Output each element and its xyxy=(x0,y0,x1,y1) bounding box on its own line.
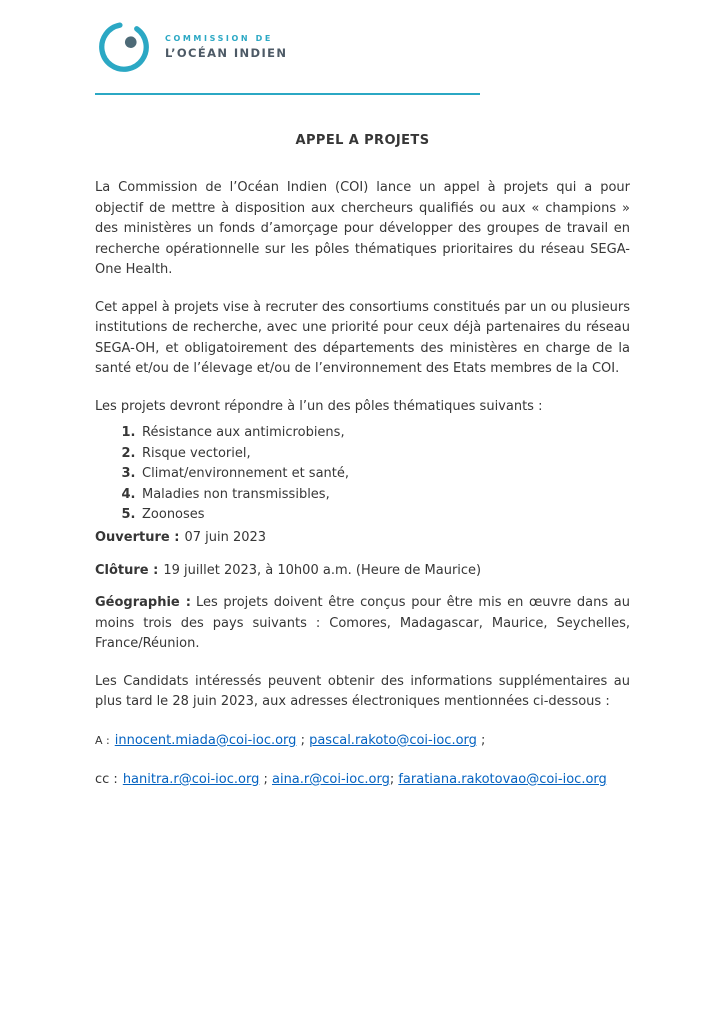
consortium-paragraph: Cet appel à projets vise à recruter des consortiums constitués par un ou plusieurs institutions de recherche, avec une priorité pour ceux déjà partenaires du réseau SEGA-OH, et obligatoirement des départements des ministères en charge de la santé et/ou de l’élevage et/ou de l’environnement des Etats membres de la COI. xyxy=(95,299,630,377)
theme-item-maladies: 4. Maladies non transmissibles, xyxy=(140,485,630,506)
to-label: A : xyxy=(95,733,110,747)
cc-label: cc : xyxy=(95,771,118,787)
geographie-value: Les projets doivent être conçus pour être mis en œuvre dans au moins trois des pays suivants : Comores, Madagascar, Maurice, Seychelles, France/Réunion. xyxy=(95,595,631,652)
intro-paragraph: La Commission de l’Océan Indien (COI) lance un appel à projets qui a pour objectif de mettre à disposition aux chercheurs qualifiés ou aux « champions » des ministères un fonds d’amorçage pour développer des groupes de travail en recherche opérationnelle sur les pôles thématiques prioritaires du réseau SEGA-One Health. xyxy=(95,180,630,278)
cloture-value: 19 juillet 2023, à 10h00 a.m. (Heure de Maurice) xyxy=(163,562,482,578)
document-body xyxy=(95,133,630,791)
email-link-faratiana-rakotovao[interactable]: faratiana.rakotovao@coi-ioc.org xyxy=(398,771,607,787)
cloture-label: Clôture : xyxy=(95,562,159,578)
ouverture-value: 07 juin 2023 xyxy=(184,529,267,545)
ouverture-line xyxy=(95,528,630,549)
email-link-hanitra-r[interactable]: hanitra.r@coi-ioc.org xyxy=(122,771,260,787)
geographie-label: Géographie : xyxy=(95,595,191,611)
email-separator: ; xyxy=(476,732,486,748)
cloture-line xyxy=(95,561,630,582)
document-title: APPEL A PROJETS xyxy=(295,133,430,148)
email-link-aina-r[interactable]: aina.r@coi-ioc.org xyxy=(271,771,390,787)
email-link-innocent-miada[interactable]: innocent.miada@coi-ioc.org xyxy=(114,732,297,748)
theme-item-climat: 3. Climat/environnement et santé, xyxy=(140,464,630,485)
email-separator: ; xyxy=(389,771,399,787)
letterhead xyxy=(95,18,630,95)
coi-logo xyxy=(95,18,630,76)
geographie-line xyxy=(95,593,630,655)
theme-item-zoonoses: 5. Zoonoses xyxy=(140,505,630,526)
recipients-line-cc xyxy=(95,769,630,791)
coi-logo-icon xyxy=(95,18,153,76)
logo-org-line2: L’OCÉAN INDIEN xyxy=(165,46,288,60)
logo-wordmark xyxy=(165,34,287,60)
theme-list xyxy=(95,423,630,526)
email-separator: ; xyxy=(259,771,272,787)
recipients-line-to xyxy=(95,730,630,752)
ouverture-label: Ouverture : xyxy=(95,529,180,545)
contact-intro-paragraph: Les Candidats intéressés peuvent obtenir des informations supplémentaires au plus tard le 28 juin 2023, aux adresses électroniques mentionnées ci-dessous : xyxy=(95,673,630,710)
email-link-pascal-rakoto[interactable]: pascal.rakoto@coi-ioc.org xyxy=(309,732,477,748)
themes-intro-paragraph: Les projets devront répondre à l’un des pôles thématiques suivants : xyxy=(95,398,543,414)
theme-item-antimicrobiens: 1. Résistance aux antimicrobiens, xyxy=(140,423,630,444)
header-rule xyxy=(95,93,480,95)
email-separator: ; xyxy=(296,732,310,748)
theme-item-vectoriel: 2. Risque vectoriel, xyxy=(140,444,630,465)
logo-org-line1: COMMISSION DE xyxy=(165,34,273,43)
